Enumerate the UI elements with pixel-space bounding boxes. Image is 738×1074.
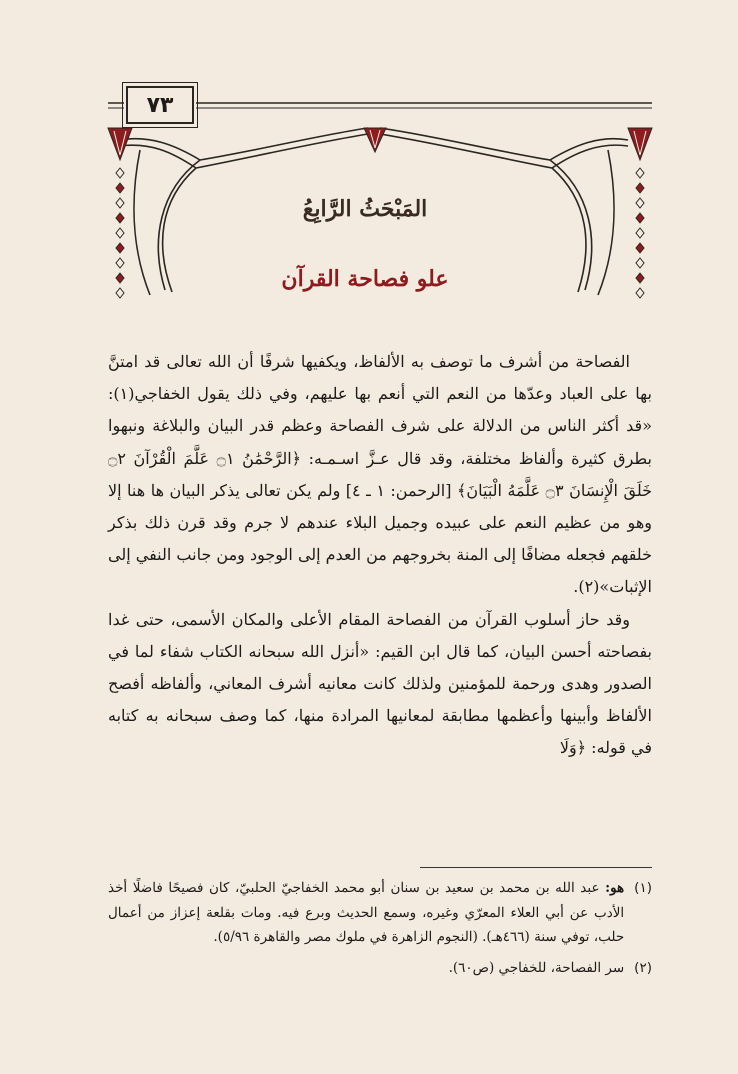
footnote-body: عبد الله بن محمد بن سعيد بن سنان أبو محمد الخفاجيّ الحلبيّ، كان فصيحًا فاضلًا أخذ الأدب عن أبي العلاء المعرّي وغيره، وسمع الحديث وبرع فيه. ومات بقلعة إعزاز من أعمال حلب، توفي سنة (٤٦٦هـ). (النجوم الزاهرة في ملوك مصر والقاهرة ٥/٩٦). xyxy=(108,880,625,945)
footnote-lead: هو: xyxy=(605,880,625,896)
footnote-text xyxy=(108,876,624,950)
section-title: علو فصاحة القرآن xyxy=(281,266,449,292)
footnote-item xyxy=(108,876,652,950)
paragraph: الفصاحة من أشرف ما توصف به الألفاظ، ويكفيها شرفًا أن الله تعالى قد امتنَّ بها على العباد وعدّها من النعم التي أنعم بها عليهم، وفي ذلك يقول الخفاجي(١): «قد أكثر الناس من الدلالة على شرف الفصاحة وعظم قدر البيان والبلاغة ونبهوا بطرق كثيرة وألفاظ مختلفة، وقد قال عـزَّ اسـمـه: ﴿الرَّحْمَٰنُ ۝١ عَلَّمَ الْقُرْآنَ ۝٢ خَلَقَ الْإِنسَانَ ۝٣ عَلَّمَهُ الْبَيَانَ﴾ [الرحمن: ١ ـ ٤] ولم يكن تعالى يذكر البيان ها هنا إلا وهو من عظيم النعم على عبيده وجميل البلاء عندهم لا جرم وقد قرن ذلك بذكر خلقهم فجعله مضافًا إلى المنة بخروجهم من العدم إلى الوجود ومن جانب النفي إلى الإثبات»(٢). xyxy=(108,352,653,597)
chapter-title: المَبْحَثُ الرَّابِعُ xyxy=(302,196,428,222)
footnote-body: سر الفصاحة، للخفاجي (ص٦٠). xyxy=(448,959,625,976)
footnote-item xyxy=(108,956,652,981)
triangle-drop-ornament xyxy=(364,128,386,152)
body-text xyxy=(108,346,652,765)
footnote-separator xyxy=(420,867,652,868)
footnote-text xyxy=(108,956,624,981)
footnote-number: (١) xyxy=(634,880,652,896)
page-number: ٧٣ xyxy=(126,86,194,124)
footnote-number: (٢) xyxy=(634,959,652,976)
paragraph: وقد حاز أسلوب القرآن من الفصاحة المقام الأعلى والمكان الأسمى، حتى غدا بفصاحته أحسن البيان، كما قال ابن القيم: «أنزل الله سبحانه الكتاب شفاء لما في الصدور وهدى ورحمة للمؤمنين ولذلك كانت معانيه أشرف المعاني، وألفاظه أفصح الألفاظ وأبينها وأعظمها مطابقة لمعانيها المرادة منها، كما وصف سبحانه به كتابه في قوله: ﴿وَلَا xyxy=(108,609,653,758)
footnotes xyxy=(108,876,652,986)
